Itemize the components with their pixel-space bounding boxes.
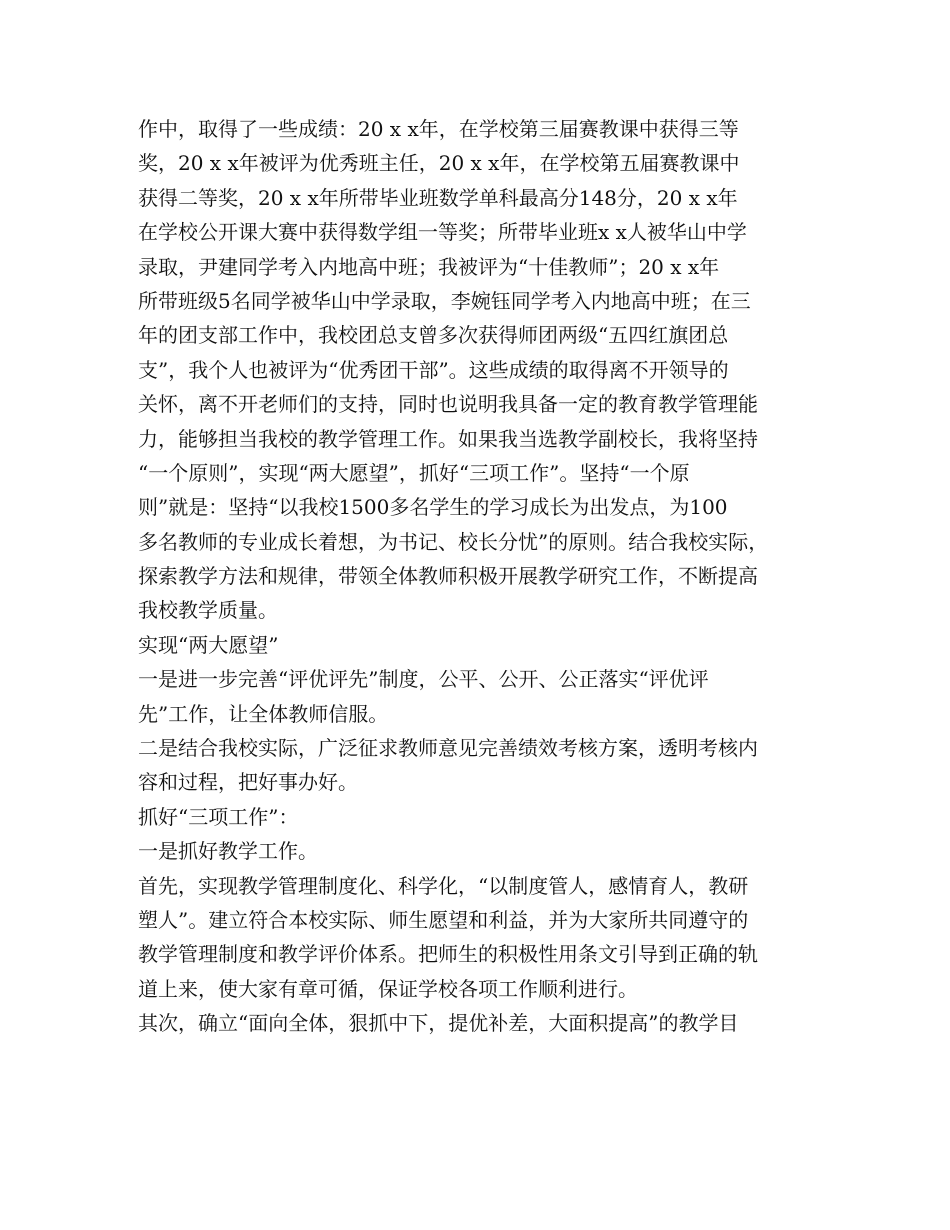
text-line: 多名教师的专业成长着想，为书记、校长分忧”的原则。结合我校实际，	[138, 529, 769, 554]
text-line: 奖，20 x x年被评为优秀班主任，20 x x年，在学校第五届赛教课中	[138, 151, 740, 176]
text-line: 我校教学质量。	[138, 598, 278, 623]
text-line: 在学校公开课大赛中获得数学组一等奖；所带毕业班x x人被华山中学	[138, 220, 747, 245]
text-line: 一是抓好教学工作。	[138, 839, 318, 864]
text-line: “一个原则”，实现“两大愿望”，抓好“三项工作”。坚持“一个原	[138, 460, 690, 485]
text-line: 道上来，使大家有章可循，保证学校各项工作顺利进行。	[138, 976, 638, 1001]
text-line: 其次，确立“面向全体，狠抓中下，提优补差，大面积提高”的教学目	[138, 1011, 739, 1036]
text-line: 首先，实现教学管理制度化、科学化，“以制度管人，感情育人，教研	[138, 873, 749, 898]
document-body	[138, 112, 828, 1041]
text-line: 所带班级5名同学被华山中学录取，李婉钰同学考入内地高中班；在三	[138, 288, 751, 313]
text-line: 获得二等奖，20 x x年所带毕业班数学单科最高分148分，20 x x年	[138, 185, 738, 210]
text-line: 一是进一步完善“评优评先”制度，公平、公开、公正落实“评优评	[138, 667, 709, 692]
section-heading: 抓好“三项工作”：	[138, 804, 299, 829]
text-line: 关怀，离不开老师们的支持，同时也说明我具备一定的教育教学管理能	[138, 392, 758, 417]
text-line: 塑人”。建立符合本校实际、师生愿望和利益，并为大家所共同遵守的	[138, 907, 749, 932]
text-line: 先”工作，让全体教师信服。	[138, 701, 389, 726]
text-line: 容和过程，把好事办好。	[138, 770, 358, 795]
text-line: 二是结合我校实际，广泛征求教师意见完善绩效考核方案，透明考核内	[138, 736, 758, 761]
text-line: 探索教学方法和规律，带领全体教师积极开展教学研究工作，不断提高	[138, 564, 758, 589]
section-heading: 实现“两大愿望”	[138, 632, 279, 657]
text-line: 年的团支部工作中，我校团总支曾多次获得师团两级“五四红旗团总	[138, 323, 729, 348]
text-line: 支”，我个人也被评为“优秀团干部”。这些成绩的取得离不开领导的	[138, 357, 729, 382]
text-line: 则”就是：坚持“以我校1500多名学生的学习成长为出发点，为100	[138, 495, 728, 520]
text-line: 力，能够担当我校的教学管理工作。如果我当选教学副校长，我将坚持	[138, 426, 758, 451]
text-line: 录取，尹建同学考入内地高中班；我被评为“十佳教师”；20 x x年	[138, 254, 720, 279]
text-line: 教学管理制度和教学评价体系。把师生的积极性用条文引导到正确的轨	[138, 942, 758, 967]
text-line: 作中，取得了一些成绩：20 x x年，在学校第三届赛教课中获得三等	[138, 117, 739, 141]
